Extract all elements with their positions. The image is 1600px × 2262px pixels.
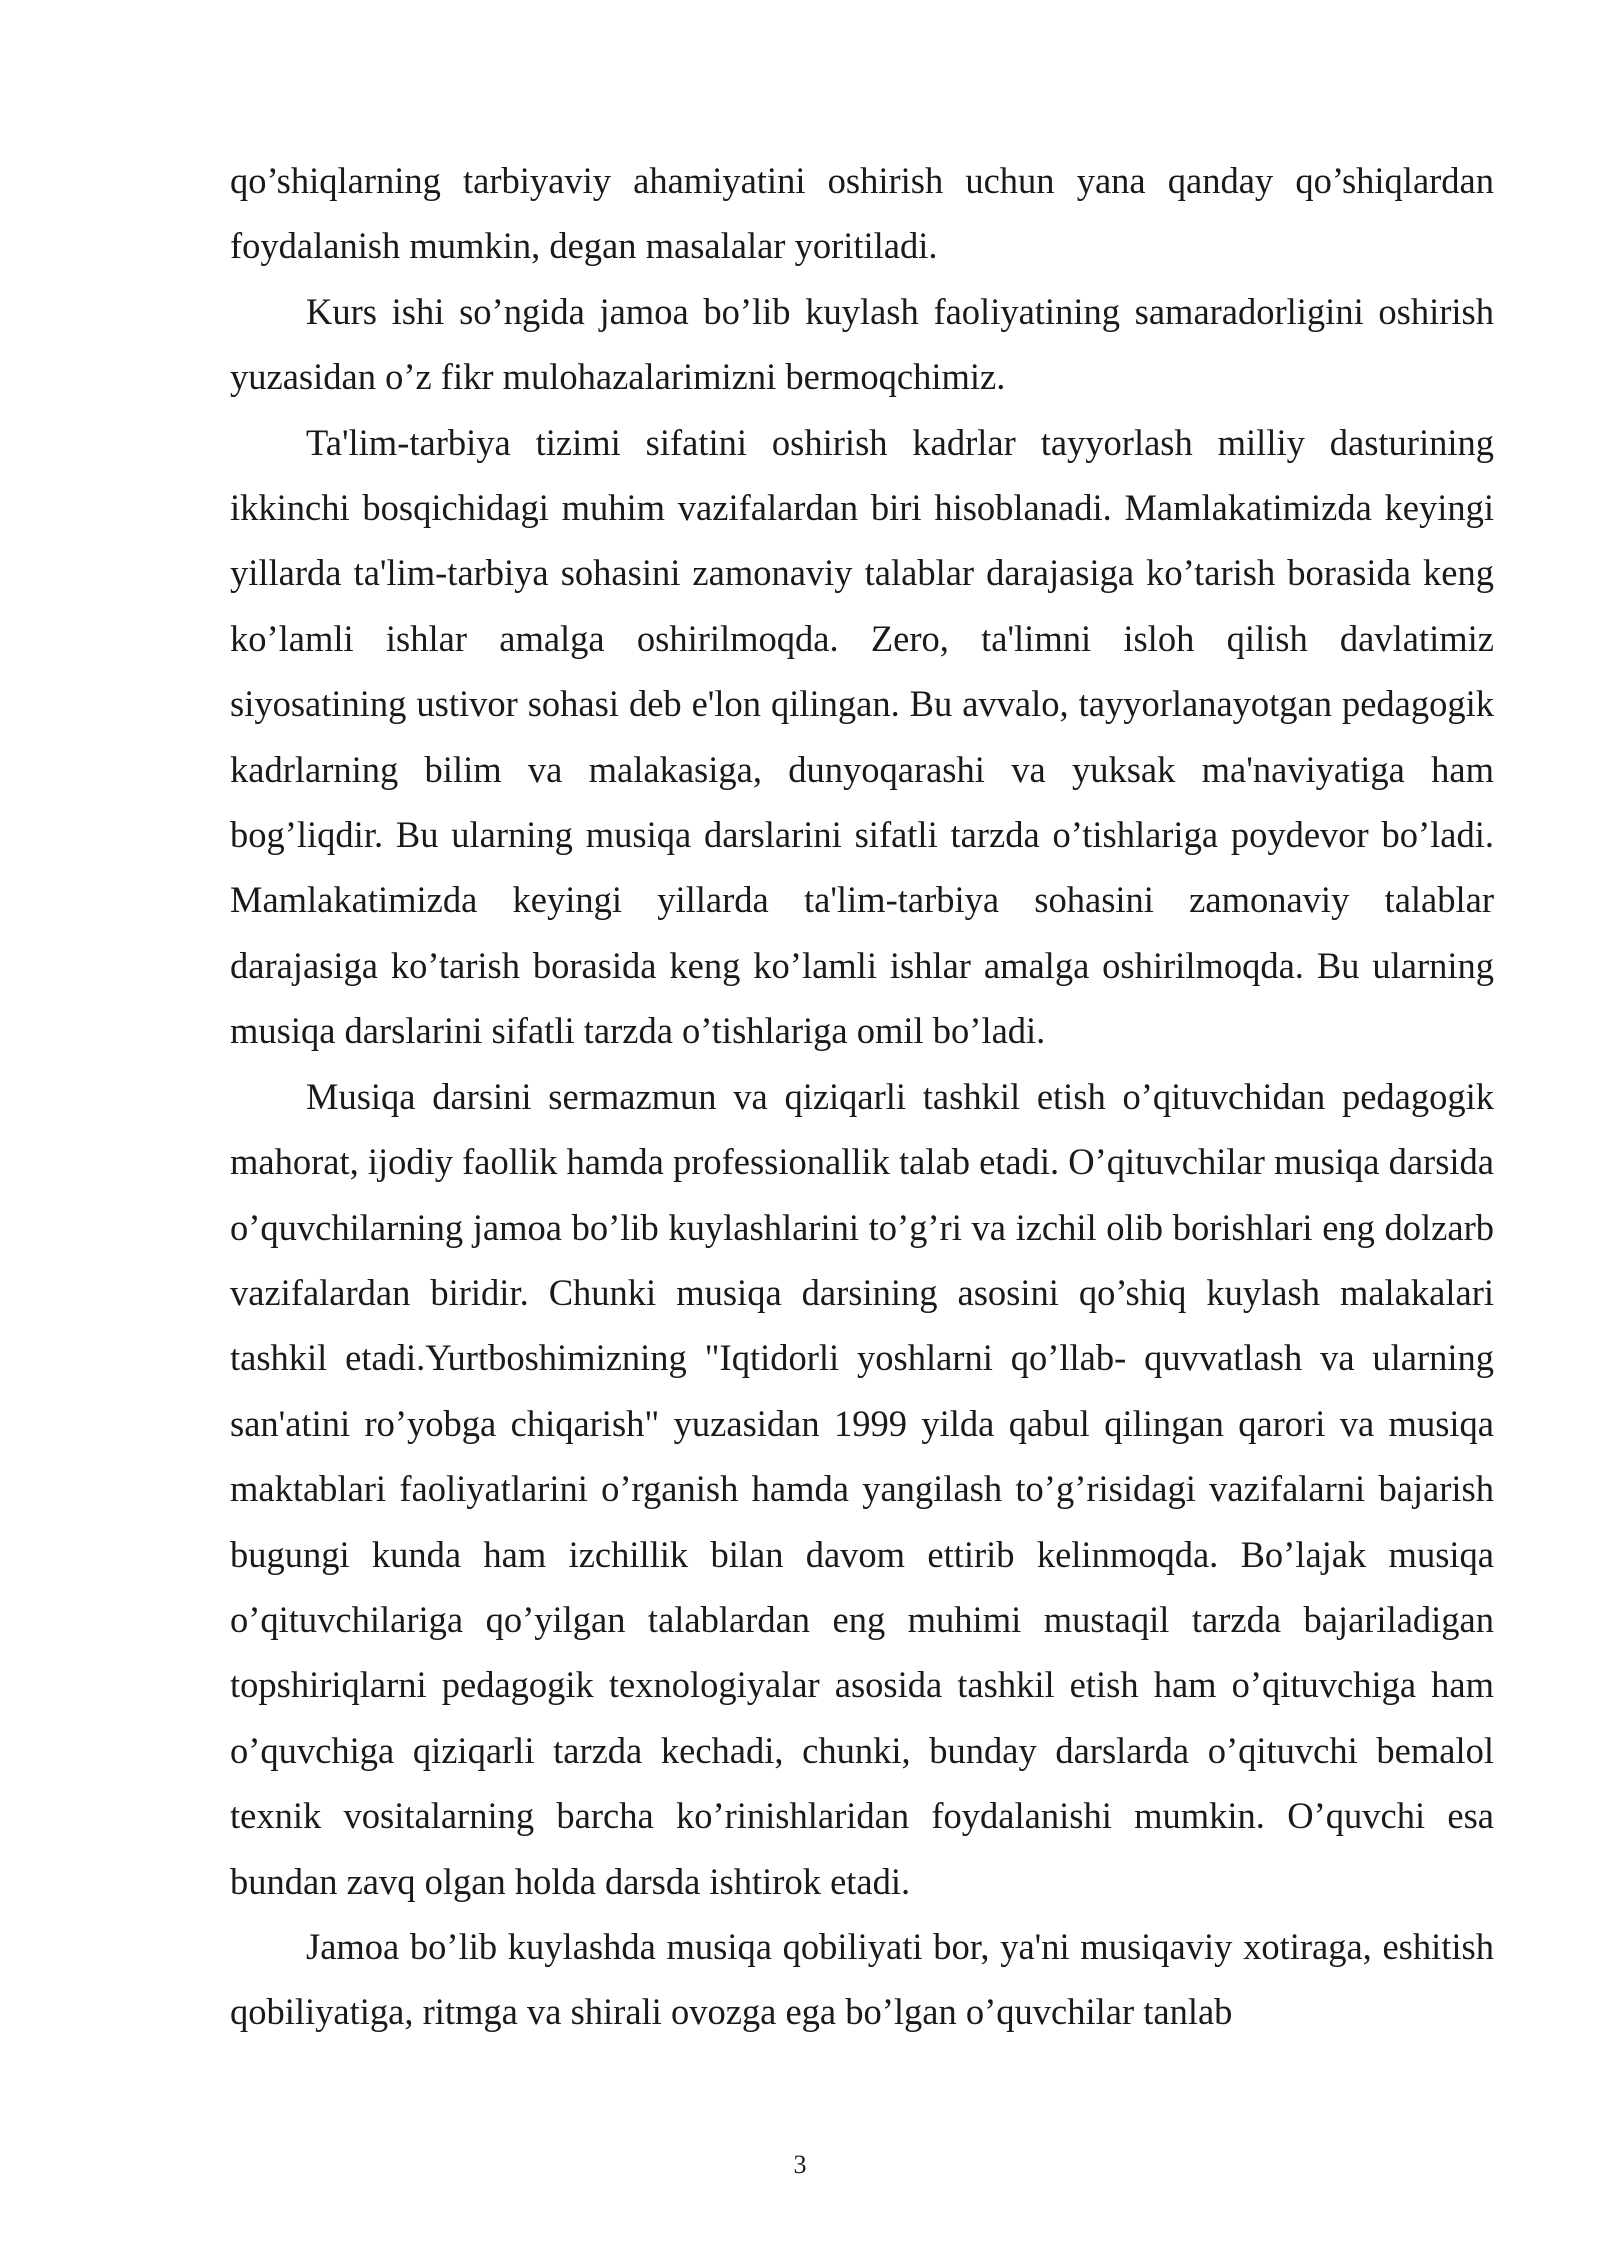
body-text xyxy=(230,148,1494,2045)
paragraph-5: Jamoa bo’lib kuylashda musiqa qobiliyati bor, ya'ni musiqaviy xotiraga, eshitish qobiliyatiga, ritmga va shirali ovozga ega bo’lgan o’quvchilar tanlab xyxy=(230,1925,1494,2033)
paragraph-3: Ta'lim-tarbiya tizimi sifatini oshirish kadrlar tayyorlash milliy dasturining ikkinchi bosqichidagi muhim vazifalardan biri hisoblanadi. Mamlakatimizda keyingi yillarda ta'lim-tarbiya sohasini zamonaviy talablar darajasiga ko’tarish borasida keng ko’lamli ishlar amalga oshirilmoqda. Zero, ta'limni isloh qilish davlatimiz siyosatining ustivor sohasi deb e'lon qilingan. Bu avvalo, tayyorlanayotgan pedagogik kadrlarning bilim va malakasiga, dunyoqarashi va yuksak ma'naviyatiga ham bog’liqdir. Bu ularning musiqa darslarini sifatli tarzda o’tishlariga poydevor bo’ladi. Mamlakatimizda keyingi yillarda ta'lim-tarbiya sohasini zamonaviy talablar darajasiga ko’tarish borasida keng ko’lamli ishlar amalga oshirilmoqda. Bu ularning musiqa darslarini sifatli tarzda o’tishlariga omil bo’ladi. xyxy=(230,421,1494,1052)
paragraph-1: qo’shiqlarning tarbiyaviy ahamiyatini oshirish uchun yana qanday qo’shiqlardan foydalanish mumkin, degan masalalar yoritiladi. xyxy=(230,160,1494,267)
page-number: 3 xyxy=(793,2150,807,2179)
paragraph-4: Musiqa darsini sermazmun va qiziqarli tashkil etish o’qituvchidan pedagogik mahorat, ijodiy faollik hamda professionallik talab etadi. O’qituvchilar musiqa darsida o’quvchilarning jamoa bo’lib kuylashlarini to’g’ri va izchil olib borishlari eng dolzarb vazifalardan biridir. Chunki musiqa darsining asosini qo’shiq kuylash malakalari tashkil etadi.Yurtboshimizning "Iqtidorli yoshlarni qo’llab- quvvatlash va ularning san'atini ro’yobga chiqarish" yuzasidan 1999 yilda qabul qilingan qarori va musiqa maktablari faoliyatlarini o’rganish hamda yangilash to’g’risidagi vazifalarni bajarish bugungi kunda ham izchillik bilan davom ettirib kelinmoqda. Bo’lajak musiqa o’qituvchilariga qo’yilgan talablardan eng muhimi mustaqil tarzda bajariladigan topshiriqlarni pedagogik texnologiyalar asosida tashkil etish ham o’qituvchiga ham o’quvchiga qiziqarli tarzda kechadi, chunki, bunday darslarda o’qituvchi bemalol texnik vositalarning barcha ko’rinishlaridan foydalanishi mumkin. O’quvchi esa bundan zavq olgan holda darsda ishtirok etadi. xyxy=(230,1075,1494,1902)
paragraph-2: Kurs ishi so’ngida jamoa bo’lib kuylash faoliyatining samaradorligini oshirish yuzasidan o’z fikr mulohazalarimizni bermoqchimiz. xyxy=(230,290,1494,398)
